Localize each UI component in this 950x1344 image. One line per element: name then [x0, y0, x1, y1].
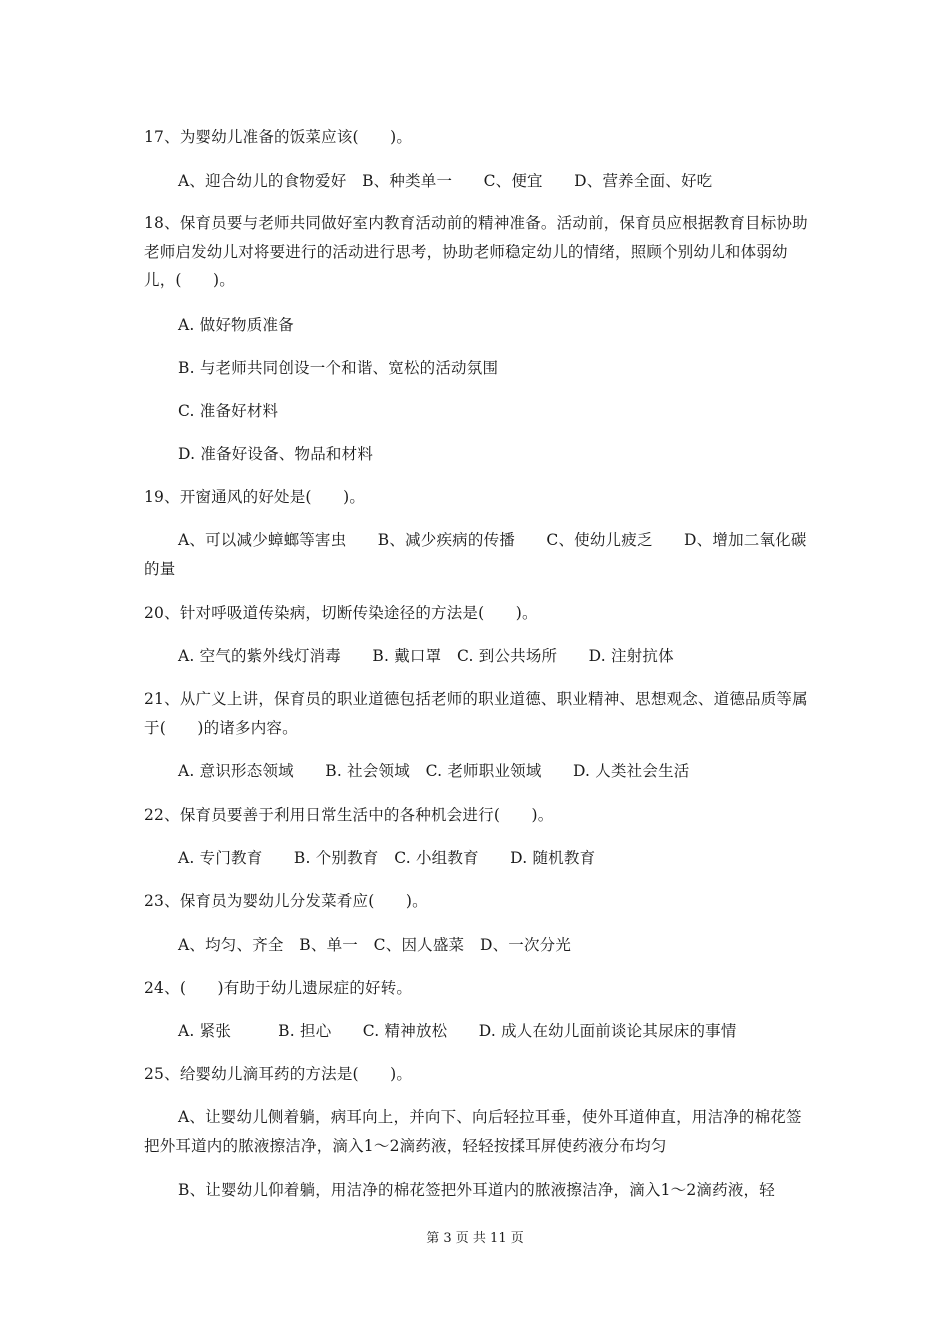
question-21-stem: 21、从广义上讲，保育员的职业道德包括老师的职业道德、职业精神、思想观念、道德品质等属于( )的诸多内容。 — [144, 690, 808, 737]
question-25-option-a: A、让婴幼儿侧着躺，病耳向上，并向下、向后轻拉耳垂，使外耳道伸直，用洁净的棉花签把外耳道内的脓液擦洁净，滴入1～2滴药液，轻轻按揉耳屏使药液分布均匀 — [144, 1108, 802, 1155]
question-23-options: A、均匀、齐全 B、单一 C、因人盛菜 D、一次分光 — [178, 936, 572, 954]
page-footer: 第 3 页 共 11 页 — [426, 1231, 524, 1246]
question-18-option-d: D. 准备好设备、物品和材料 — [178, 445, 374, 463]
question-20-stem: 20、针对呼吸道传染病，切断传染途径的方法是( )。 — [144, 604, 538, 622]
question-24-stem: 24、( )有助于幼儿遗尿症的好转。 — [144, 979, 413, 997]
question-21-options: A. 意识形态领域 B. 社会领域 C. 老师职业领域 D. 人类社会生活 — [178, 762, 690, 780]
question-18-option-a: A. 做好物质准备 — [178, 316, 294, 334]
question-19-options: A、可以减少蟑螂等害虫 B、减少疾病的传播 C、使幼儿疲乏 D、增加二氧化碳的量 — [144, 531, 807, 578]
question-17-stem: 17、为婴幼儿准备的饭菜应该( )。 — [144, 128, 413, 146]
question-23-stem: 23、保育员为婴幼儿分发菜肴应( )。 — [144, 892, 428, 910]
question-22-options: A. 专门教育 B. 个别教育 C. 小组教育 D. 随机教育 — [178, 849, 596, 867]
question-24-options: A. 紧张 B. 担心 C. 精神放松 D. 成人在幼儿面前谈论其尿床的事情 — [178, 1022, 737, 1040]
question-19-stem: 19、开窗通风的好处是( )。 — [144, 488, 366, 506]
question-20-options: A. 空气的紫外线灯消毒 B. 戴口罩 C. 到公共场所 D. 注射抗体 — [178, 647, 674, 665]
question-18-option-b: B. 与老师共同创设一个和谐、宽松的活动氛围 — [178, 359, 499, 377]
question-18-stem: 18、保育员要与老师共同做好室内教育活动前的精神准备。活动前，保育员应根据教育目标协助老师启发幼儿对将要进行的活动进行思考，协助老师稳定幼儿的情绪，照顾个别幼儿和体弱幼儿，( )。 — [144, 214, 808, 289]
question-17-options: A、迎合幼儿的食物爱好 B、种类单一 C、便宜 D、营养全面、好吃 — [178, 172, 713, 190]
question-25-option-b: B、让婴幼儿仰着躺，用洁净的棉花签把外耳道内的脓液擦洁净，滴入1～2滴药液，轻 — [178, 1181, 775, 1199]
question-22-stem: 22、保育员要善于利用日常生活中的各种机会进行( )。 — [144, 806, 554, 824]
question-25-stem: 25、给婴幼儿滴耳药的方法是( )。 — [144, 1065, 413, 1083]
question-18-option-c: C. 准备好材料 — [178, 402, 279, 420]
